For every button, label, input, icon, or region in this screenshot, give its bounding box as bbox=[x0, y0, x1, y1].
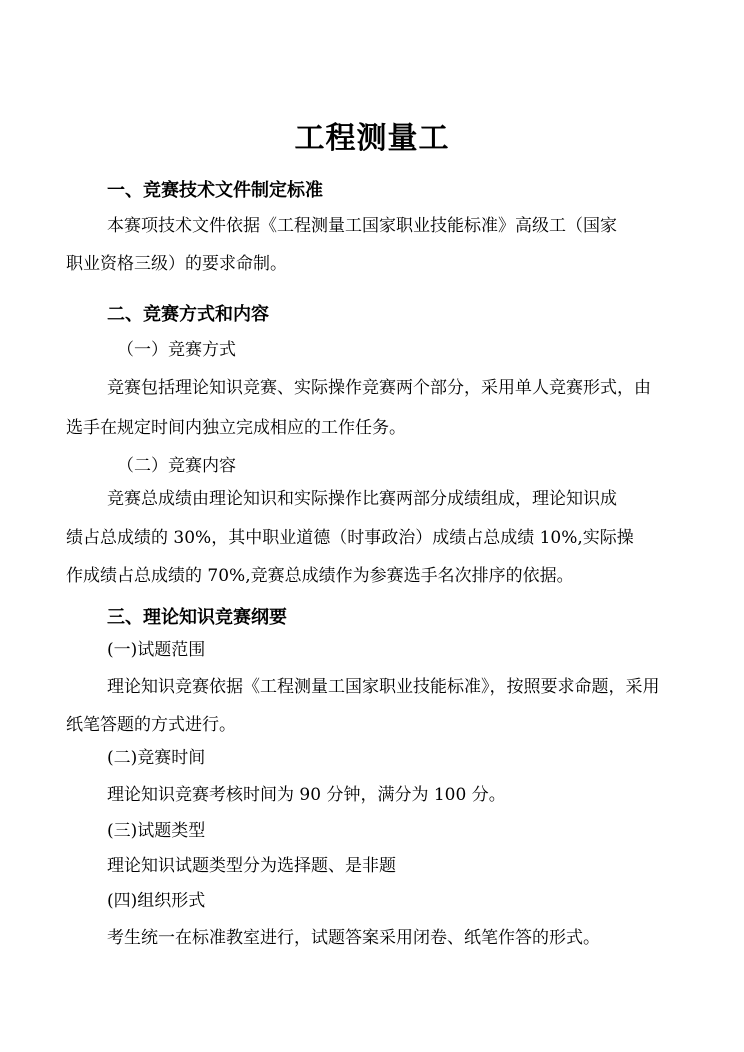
paragraph-line: 纸笔答题的方式进行。 bbox=[66, 715, 236, 735]
paragraph-line: 理论知识竞赛考核时间为 90 分钟，满分为 100 分。 bbox=[107, 785, 506, 805]
item-label: (四)组织形式 bbox=[107, 891, 206, 911]
item-label: (一)试题范围 bbox=[107, 640, 206, 660]
paragraph-line: 职业资格三级）的要求命制。 bbox=[66, 254, 287, 274]
section-heading-1: 一、竞赛技术文件制定标准 bbox=[107, 180, 323, 201]
paragraph-line: 作成绩占总成绩的 70%,竞赛总成绩作为参赛选手名次排序的依据。 bbox=[66, 566, 574, 586]
document-title: 工程测量工 bbox=[294, 121, 450, 156]
subsection-label: （二）竞赛内容 bbox=[117, 456, 236, 476]
subsection-label: （一）竞赛方式 bbox=[117, 340, 236, 360]
paragraph-line: 竞赛包括理论知识竞赛、实际操作竞赛两个部分，采用单人竞赛形式，由 bbox=[107, 378, 651, 398]
paragraph-line: 选手在规定时间内独立完成相应的工作任务。 bbox=[66, 418, 406, 438]
section-heading-3: 三、理论知识竞赛纲要 bbox=[107, 607, 287, 628]
paragraph-line: 理论知识试题类型分为选择题、是非题 bbox=[107, 856, 396, 876]
paragraph-line: 绩占总成绩的 30%，其中职业道德（时事政治）成绩占总成绩 10%,实际操 bbox=[66, 528, 634, 548]
paragraph-line: 本赛项技术文件依据《工程测量工国家职业技能标准》高级工（国家 bbox=[107, 216, 617, 236]
item-label: (二)竞赛时间 bbox=[107, 748, 206, 768]
paragraph-line: 竞赛总成绩由理论知识和实际操作比赛两部分成绩组成，理论知识成 bbox=[107, 489, 617, 509]
paragraph-line: 考生统一在标准教室进行，试题答案采用闭卷、纸笔作答的形式。 bbox=[107, 928, 600, 948]
item-label: (三)试题类型 bbox=[107, 821, 206, 841]
section-heading-2: 二、竞赛方式和内容 bbox=[107, 304, 269, 325]
paragraph-line: 理论知识竞赛依据《工程测量工国家职业技能标准》，按照要求命题，采用 bbox=[107, 677, 660, 697]
